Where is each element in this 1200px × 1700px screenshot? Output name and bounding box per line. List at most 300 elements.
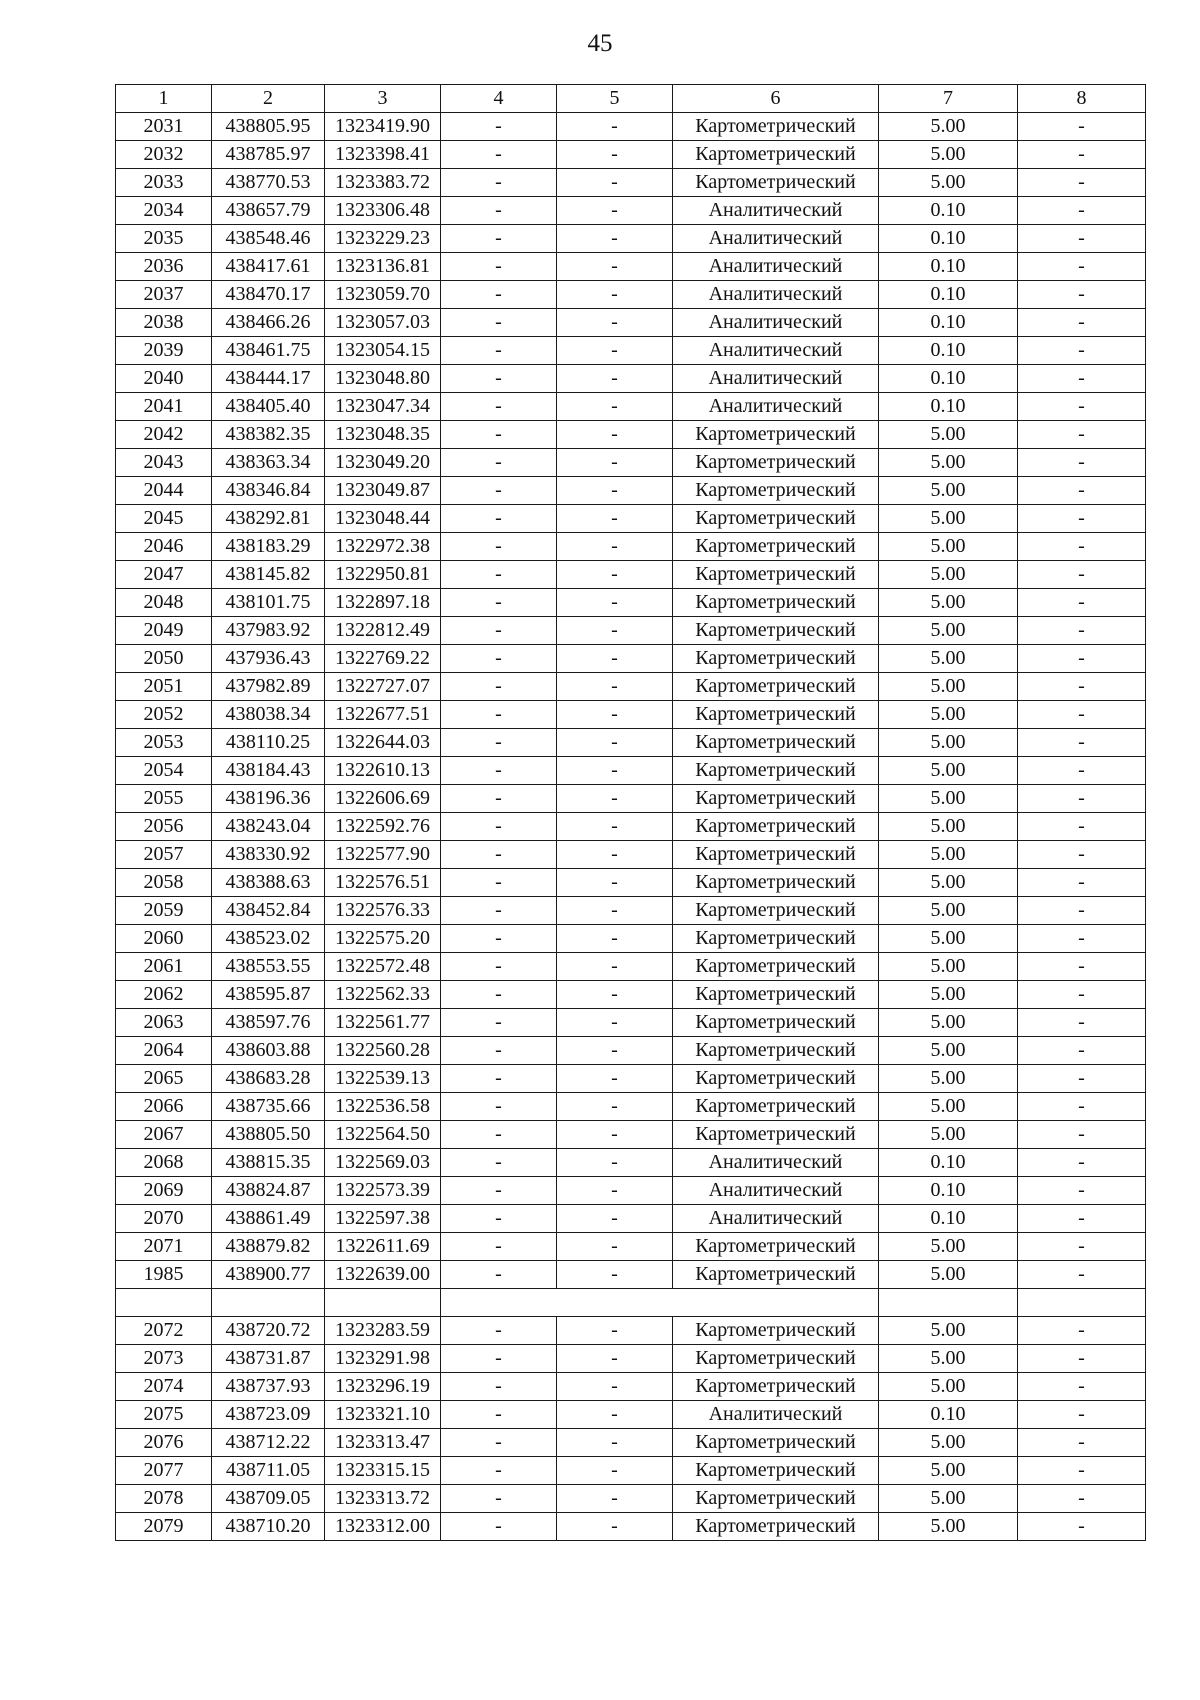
table-cell: - <box>441 197 557 225</box>
table-cell: - <box>441 1373 557 1401</box>
table-cell: - <box>441 757 557 785</box>
table-cell: 2043 <box>116 449 212 477</box>
table-cell: 2075 <box>116 1401 212 1429</box>
table-cell: - <box>557 925 673 953</box>
table-cell: - <box>441 1513 557 1541</box>
table-cell: 1322577.90 <box>325 841 441 869</box>
table-cell: Картометрический <box>673 1121 879 1149</box>
table-cell: - <box>557 113 673 141</box>
table-row <box>116 449 1146 477</box>
table-cell: 2051 <box>116 673 212 701</box>
table-cell: - <box>557 589 673 617</box>
table-cell: - <box>557 1121 673 1149</box>
table-cell: 2052 <box>116 701 212 729</box>
table-cell: 1322564.50 <box>325 1121 441 1149</box>
table-cell: - <box>441 337 557 365</box>
table-row <box>116 981 1146 1009</box>
table-cell: - <box>557 225 673 253</box>
table-cell <box>557 1289 673 1317</box>
table-cell: 5.00 <box>879 1317 1018 1345</box>
table-cell: - <box>557 365 673 393</box>
table-cell: 5.00 <box>879 673 1018 701</box>
table-row <box>116 337 1146 365</box>
table-row <box>116 1345 1146 1373</box>
table-cell: Картометрический <box>673 1429 879 1457</box>
table-cell: 1322539.13 <box>325 1065 441 1093</box>
table-cell: 438548.46 <box>212 225 325 253</box>
table-row <box>116 141 1146 169</box>
table-cell: Аналитический <box>673 225 879 253</box>
table-cell: 2058 <box>116 869 212 897</box>
table-cell: - <box>557 253 673 281</box>
table-cell: - <box>441 1205 557 1233</box>
table-cell: - <box>557 1261 673 1289</box>
table-cell: - <box>1018 1121 1146 1149</box>
table-cell: - <box>1018 421 1146 449</box>
table-row <box>116 729 1146 757</box>
table-cell: 1322606.69 <box>325 785 441 813</box>
table-cell: 5.00 <box>879 113 1018 141</box>
table-row <box>116 365 1146 393</box>
table-cell: 1322575.20 <box>325 925 441 953</box>
table-cell: 438805.95 <box>212 113 325 141</box>
table-cell: 5.00 <box>879 1457 1018 1485</box>
table-cell: 2032 <box>116 141 212 169</box>
table-cell: - <box>441 1009 557 1037</box>
table-cell: - <box>1018 1093 1146 1121</box>
table-cell: - <box>441 1121 557 1149</box>
table-row <box>116 785 1146 813</box>
table-cell: 2060 <box>116 925 212 953</box>
table-cell: 0.10 <box>879 225 1018 253</box>
table-cell: 0.10 <box>879 253 1018 281</box>
table-cell: - <box>441 1177 557 1205</box>
table-cell: Картометрический <box>673 1065 879 1093</box>
table-cell <box>116 1289 212 1317</box>
table-cell: - <box>441 1093 557 1121</box>
table-cell: 1323057.03 <box>325 309 441 337</box>
table-cell: - <box>441 561 557 589</box>
table-cell: Картометрический <box>673 1317 879 1345</box>
table-row <box>116 1009 1146 1037</box>
table-cell: 2055 <box>116 785 212 813</box>
table-cell: - <box>557 1401 673 1429</box>
table-row <box>116 281 1146 309</box>
table-cell: 5.00 <box>879 1485 1018 1513</box>
table-cell: Картометрический <box>673 673 879 701</box>
table-cell: - <box>441 1317 557 1345</box>
table-cell: - <box>1018 617 1146 645</box>
table-cell: 2056 <box>116 813 212 841</box>
table-cell: Аналитический <box>673 1205 879 1233</box>
table-row <box>116 505 1146 533</box>
table-cell: - <box>441 1037 557 1065</box>
table-cell: Картометрический <box>673 953 879 981</box>
table-row <box>116 813 1146 841</box>
table-row <box>116 421 1146 449</box>
table-cell: - <box>1018 1177 1146 1205</box>
table-cell: 438805.50 <box>212 1121 325 1149</box>
table-cell: 1323291.98 <box>325 1345 441 1373</box>
table-cell: - <box>441 393 557 421</box>
table-cell: 2069 <box>116 1177 212 1205</box>
table-cell: Картометрический <box>673 113 879 141</box>
table-cell: Картометрический <box>673 1373 879 1401</box>
table-cell: 2074 <box>116 1373 212 1401</box>
table-cell: 438243.04 <box>212 813 325 841</box>
table-cell: 5.00 <box>879 813 1018 841</box>
column-header: 4 <box>441 85 557 113</box>
table-cell: - <box>557 561 673 589</box>
table-header-row <box>116 85 1146 113</box>
table-cell: - <box>1018 1401 1146 1429</box>
table-cell: 5.00 <box>879 1373 1018 1401</box>
table-cell: 438900.77 <box>212 1261 325 1289</box>
table-cell: 438470.17 <box>212 281 325 309</box>
table-cell: Картометрический <box>673 1345 879 1373</box>
table-cell: 0.10 <box>879 1401 1018 1429</box>
table-cell: - <box>557 617 673 645</box>
table-cell: 5.00 <box>879 617 1018 645</box>
table-cell: 1323136.81 <box>325 253 441 281</box>
table-cell: - <box>1018 281 1146 309</box>
table-cell: 438110.25 <box>212 729 325 757</box>
table-cell: 2071 <box>116 1233 212 1261</box>
table-row <box>116 897 1146 925</box>
table-cell: 2057 <box>116 841 212 869</box>
table-blank-row <box>116 1289 1146 1317</box>
table-cell: 1322644.03 <box>325 729 441 757</box>
table-cell: 1323283.59 <box>325 1317 441 1345</box>
table-cell: 0.10 <box>879 281 1018 309</box>
table-cell: - <box>557 841 673 869</box>
table-cell <box>879 1289 1018 1317</box>
table-row <box>116 1317 1146 1345</box>
table-cell: 438861.49 <box>212 1205 325 1233</box>
table-cell: - <box>1018 841 1146 869</box>
table-cell: 5.00 <box>879 869 1018 897</box>
table-row <box>116 253 1146 281</box>
table-cell: Аналитический <box>673 1177 879 1205</box>
table-cell: 5.00 <box>879 477 1018 505</box>
table-row <box>116 1261 1146 1289</box>
table-row <box>116 1121 1146 1149</box>
table-cell: 1985 <box>116 1261 212 1289</box>
table-cell: 2063 <box>116 1009 212 1037</box>
table-cell: 2062 <box>116 981 212 1009</box>
table-cell: 5.00 <box>879 897 1018 925</box>
table-row <box>116 617 1146 645</box>
table-cell: - <box>1018 1205 1146 1233</box>
table-cell: - <box>441 169 557 197</box>
table-cell: 0.10 <box>879 309 1018 337</box>
table-cell: Аналитический <box>673 281 879 309</box>
table-cell: 2042 <box>116 421 212 449</box>
table-cell: 437936.43 <box>212 645 325 673</box>
table-cell: 5.00 <box>879 1513 1018 1541</box>
table-cell: 2035 <box>116 225 212 253</box>
table-cell: - <box>1018 1429 1146 1457</box>
table-cell: 5.00 <box>879 1093 1018 1121</box>
table-cell: Аналитический <box>673 197 879 225</box>
table-cell: - <box>557 393 673 421</box>
table-row <box>116 533 1146 561</box>
table-cell: 438597.76 <box>212 1009 325 1037</box>
table-row <box>116 1065 1146 1093</box>
table-body <box>116 113 1146 1541</box>
table-cell: - <box>1018 673 1146 701</box>
table-cell: Картометрический <box>673 617 879 645</box>
table-cell <box>325 1289 441 1317</box>
table-row <box>116 1093 1146 1121</box>
table-row <box>116 673 1146 701</box>
table-cell: - <box>1018 561 1146 589</box>
table-cell: Картометрический <box>673 421 879 449</box>
table-cell: - <box>557 953 673 981</box>
table-cell: 2066 <box>116 1093 212 1121</box>
table-cell: 1323048.35 <box>325 421 441 449</box>
table-cell: - <box>557 757 673 785</box>
table-cell: 1322569.03 <box>325 1149 441 1177</box>
table-cell: 437983.92 <box>212 617 325 645</box>
table-cell: 5.00 <box>879 421 1018 449</box>
table-cell: 438101.75 <box>212 589 325 617</box>
table-cell: 438184.43 <box>212 757 325 785</box>
table-cell: - <box>557 701 673 729</box>
table-cell: 2036 <box>116 253 212 281</box>
table-cell: - <box>1018 729 1146 757</box>
table-cell: 1323229.23 <box>325 225 441 253</box>
table-cell: - <box>441 897 557 925</box>
table-cell: - <box>441 701 557 729</box>
table-cell: - <box>557 1233 673 1261</box>
table-cell: 1322897.18 <box>325 589 441 617</box>
table-row <box>116 1401 1146 1429</box>
table-cell: 1322769.22 <box>325 645 441 673</box>
table-cell: - <box>441 645 557 673</box>
table-cell: - <box>557 337 673 365</box>
table-cell: - <box>441 981 557 1009</box>
table-cell: - <box>557 645 673 673</box>
table-cell: - <box>1018 645 1146 673</box>
table-cell: 2033 <box>116 169 212 197</box>
table-cell: - <box>557 1065 673 1093</box>
table-cell: - <box>1018 477 1146 505</box>
table-cell: 1323398.41 <box>325 141 441 169</box>
table-cell: 2034 <box>116 197 212 225</box>
table-cell: Картометрический <box>673 981 879 1009</box>
table-cell: 438466.26 <box>212 309 325 337</box>
page-number: 45 <box>587 30 613 57</box>
column-header: 1 <box>116 85 212 113</box>
table-cell: - <box>557 813 673 841</box>
column-header: 8 <box>1018 85 1146 113</box>
table-cell: 438405.40 <box>212 393 325 421</box>
table-row <box>116 701 1146 729</box>
table-cell: 5.00 <box>879 981 1018 1009</box>
table-cell: 1322950.81 <box>325 561 441 589</box>
table-cell: - <box>1018 981 1146 1009</box>
table-cell: 438183.29 <box>212 533 325 561</box>
table-cell: - <box>441 869 557 897</box>
table-cell: - <box>441 113 557 141</box>
table-cell: 1322576.51 <box>325 869 441 897</box>
table-cell: 1323296.19 <box>325 1373 441 1401</box>
table-cell: - <box>557 729 673 757</box>
table-cell: 438735.66 <box>212 1093 325 1121</box>
table-cell: Картометрический <box>673 141 879 169</box>
table-cell: Картометрический <box>673 785 879 813</box>
table-cell: 2046 <box>116 533 212 561</box>
table-cell: - <box>1018 757 1146 785</box>
table-cell: 2065 <box>116 1065 212 1093</box>
table-cell: 2049 <box>116 617 212 645</box>
table-cell: 0.10 <box>879 1177 1018 1205</box>
table-cell: Картометрический <box>673 1233 879 1261</box>
table-cell: 1322972.38 <box>325 533 441 561</box>
table-cell: 1323419.90 <box>325 113 441 141</box>
table-cell: 1322597.38 <box>325 1205 441 1233</box>
table-cell: - <box>441 1457 557 1485</box>
table-row <box>116 645 1146 673</box>
table-cell: - <box>557 1037 673 1065</box>
table-cell: 1323315.15 <box>325 1457 441 1485</box>
table-cell: 5.00 <box>879 533 1018 561</box>
table-cell: 0.10 <box>879 1205 1018 1233</box>
table-cell: 438879.82 <box>212 1233 325 1261</box>
table-cell: - <box>1018 953 1146 981</box>
table-cell: 5.00 <box>879 1261 1018 1289</box>
table-cell: 0.10 <box>879 393 1018 421</box>
table-cell: - <box>1018 701 1146 729</box>
table-row <box>116 561 1146 589</box>
table-cell: Картометрический <box>673 169 879 197</box>
table-cell <box>1018 1289 1146 1317</box>
table-cell: 5.00 <box>879 1233 1018 1261</box>
table-cell: Аналитический <box>673 253 879 281</box>
table-cell: 2050 <box>116 645 212 673</box>
table-cell: - <box>441 1233 557 1261</box>
table-cell: 5.00 <box>879 449 1018 477</box>
table-cell: 438824.87 <box>212 1177 325 1205</box>
table-cell: 1322610.13 <box>325 757 441 785</box>
table-cell: 2047 <box>116 561 212 589</box>
table-cell: 1322592.76 <box>325 813 441 841</box>
table-cell: - <box>441 673 557 701</box>
table-row <box>116 1233 1146 1261</box>
table-cell: 438330.92 <box>212 841 325 869</box>
table-cell: - <box>557 421 673 449</box>
table-cell: - <box>441 729 557 757</box>
table-cell: - <box>557 1345 673 1373</box>
table-cell: - <box>441 1485 557 1513</box>
table-cell: 1322677.51 <box>325 701 441 729</box>
table-cell: Картометрический <box>673 449 879 477</box>
table-cell: - <box>1018 589 1146 617</box>
table-cell: 2039 <box>116 337 212 365</box>
table-cell: - <box>1018 393 1146 421</box>
table-cell: 438038.34 <box>212 701 325 729</box>
table-cell: - <box>1018 141 1146 169</box>
table-cell: 5.00 <box>879 141 1018 169</box>
table-cell: Картометрический <box>673 1009 879 1037</box>
table-cell: 2054 <box>116 757 212 785</box>
column-header: 5 <box>557 85 673 113</box>
table-cell: 2061 <box>116 953 212 981</box>
table-cell: 1323049.20 <box>325 449 441 477</box>
table-cell: 2070 <box>116 1205 212 1233</box>
table-cell: - <box>1018 1457 1146 1485</box>
table-cell: 5.00 <box>879 1065 1018 1093</box>
table-cell: 1323313.47 <box>325 1429 441 1457</box>
table-row <box>116 225 1146 253</box>
table-cell: 2064 <box>116 1037 212 1065</box>
table-cell: - <box>557 1317 673 1345</box>
table-row <box>116 477 1146 505</box>
table-cell: Картометрический <box>673 533 879 561</box>
table-cell: Картометрический <box>673 505 879 533</box>
table-cell: Аналитический <box>673 393 879 421</box>
table-cell: - <box>1018 309 1146 337</box>
table-cell: 1322573.39 <box>325 1177 441 1205</box>
table-cell: - <box>1018 337 1146 365</box>
coordinates-table <box>115 84 1146 1541</box>
table-row <box>116 1513 1146 1541</box>
table-cell: 438731.87 <box>212 1345 325 1373</box>
table-cell: - <box>1018 897 1146 925</box>
table-cell: - <box>1018 1009 1146 1037</box>
table-cell: 1323321.10 <box>325 1401 441 1429</box>
table-cell: 1322561.77 <box>325 1009 441 1037</box>
table-cell: - <box>1018 253 1146 281</box>
table-cell: 1323383.72 <box>325 169 441 197</box>
table-row <box>116 1485 1146 1513</box>
table-cell: 5.00 <box>879 757 1018 785</box>
table-cell: 438444.17 <box>212 365 325 393</box>
table-cell: Аналитический <box>673 1401 879 1429</box>
table-cell: 438461.75 <box>212 337 325 365</box>
table-cell: 438603.88 <box>212 1037 325 1065</box>
table-cell: - <box>557 141 673 169</box>
table-cell: 1322536.58 <box>325 1093 441 1121</box>
table-cell: - <box>441 225 557 253</box>
table-row <box>116 953 1146 981</box>
table-cell: 438523.02 <box>212 925 325 953</box>
table-cell: 1323312.00 <box>325 1513 441 1541</box>
table-cell: 1322572.48 <box>325 953 441 981</box>
table-cell: Картометрический <box>673 729 879 757</box>
table-cell <box>441 1289 557 1317</box>
table-cell: Аналитический <box>673 337 879 365</box>
table-cell: 438815.35 <box>212 1149 325 1177</box>
table-cell: 5.00 <box>879 561 1018 589</box>
table-row <box>116 1149 1146 1177</box>
table-cell: 438346.84 <box>212 477 325 505</box>
table-cell: 5.00 <box>879 1429 1018 1457</box>
table-row <box>116 1373 1146 1401</box>
table-cell: Картометрический <box>673 561 879 589</box>
table-cell: 2067 <box>116 1121 212 1149</box>
table-cell: - <box>441 253 557 281</box>
table-cell: - <box>441 1429 557 1457</box>
table-cell: - <box>1018 197 1146 225</box>
table-cell: Картометрический <box>673 1485 879 1513</box>
table-cell: 2044 <box>116 477 212 505</box>
table-cell: - <box>1018 1345 1146 1373</box>
table-cell: - <box>557 1009 673 1037</box>
table-cell: 1322560.28 <box>325 1037 441 1065</box>
table-cell: - <box>1018 1065 1146 1093</box>
